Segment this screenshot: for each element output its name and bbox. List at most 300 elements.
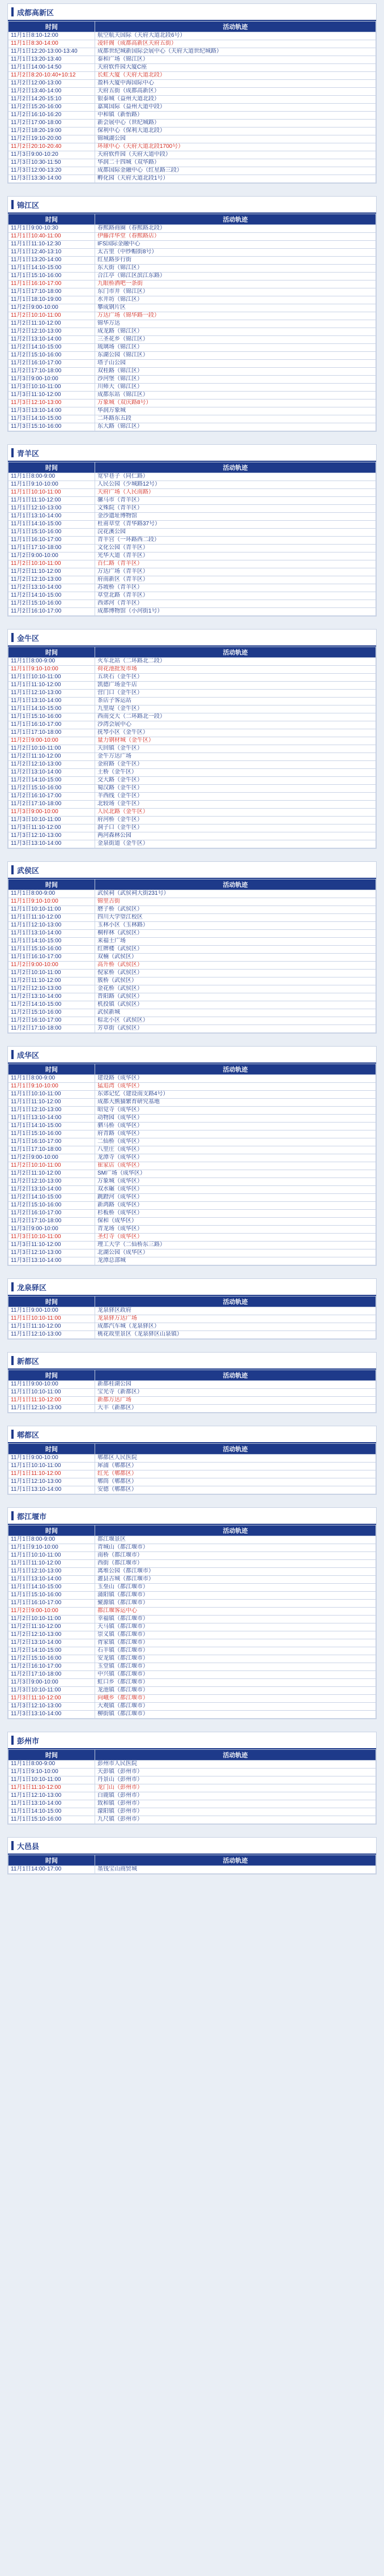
place-cell: 南桥（都江堰市） [95,1552,376,1560]
place-cell: 光华大道（青羊区） [95,552,376,560]
table-row [8,832,376,840]
time-cell: 11月2日11:10-12:00 [8,568,95,576]
place-cell: 合江亭（锦江区滨江东路） [95,273,376,280]
time-cell: 11月1日12:10-13:00 [8,690,95,698]
time-cell: 11月2日10:10-11:00 [8,560,95,568]
table-row [8,1639,376,1647]
district-name: 新都区 [17,1357,40,1366]
place-cell: 四川大学望江校区 [95,914,376,922]
table-row [8,1761,376,1769]
time-column-header: 时间 [8,879,95,890]
table-row [8,473,376,481]
place-cell: 青龙场（成华区） [95,1226,376,1234]
place-cell: 骡马市（青羊区） [95,497,376,505]
table-row [8,1202,376,1210]
time-cell: 11月2日12:10-13:00 [8,761,95,769]
place-cell: 龙泉驿区政府 [95,1307,376,1315]
time-cell: 11月2日15:20-16:00 [8,104,95,112]
place-cell: 天府广场（人民南路） [95,489,376,497]
place-cell: 聚源镇（都江堰市） [95,1600,376,1608]
place-cell: 玉林小区（玉林路） [95,922,376,930]
place-cell: 交大路（金牛区） [95,777,376,785]
place-cell: 丹景山（彭州市） [95,1776,376,1784]
place-cell: 西南交大（二环路北一段） [95,713,376,721]
table-row [8,1623,376,1631]
place-cell: 五块石（金牛区） [95,674,376,682]
place-cell: 杉板桥（成华区） [95,1210,376,1218]
place-cell: 锦城湖公园 [95,135,376,143]
time-cell: 11月2日9:00-10:00 [8,1154,95,1162]
table-row [8,80,376,88]
table-row [8,1470,376,1478]
place-cell: 红牌楼（武侯区） [95,946,376,954]
place-cell: 新都万达广场 [95,1397,376,1405]
time-cell: 11月3日14:10-15:00 [8,415,95,423]
section-accent-bar [11,1736,14,1745]
table-row [8,1091,376,1099]
table-row [8,1186,376,1194]
place-cell: 都江堰客运中心 [95,1608,376,1616]
place-cell: 万达广场（青羊区） [95,568,376,576]
district-name: 龙泉驿区 [17,1283,47,1292]
table-row [8,1671,376,1679]
place-cell: 北湖公园（成华区） [95,1249,376,1257]
table-row [8,1331,376,1339]
time-cell: 11月1日8:00-9:00 [8,890,95,898]
district-name: 大邑县 [17,1842,40,1851]
table-row [8,143,376,151]
district-section [7,1278,377,1340]
time-cell: 11月1日9:10-10:00 [8,481,95,489]
table-row [8,249,376,257]
table-row [8,1544,376,1552]
table-row [8,1631,376,1639]
table-row [8,88,376,96]
itinerary-table [8,21,376,183]
time-cell: 11月1日9:00-10:00 [8,1455,95,1463]
table-row [8,265,376,273]
time-cell: 11月1日8:00-9:00 [8,1761,95,1769]
time-cell: 11月2日12:10-13:00 [8,1178,95,1186]
table-row [8,1405,376,1413]
time-cell: 11月1日9:00-10:30 [8,225,95,233]
district-section [7,1837,377,1874]
table-row [8,1592,376,1600]
itinerary-table [8,1749,376,1824]
table-row [8,1792,376,1800]
section-accent-bar [11,1050,14,1059]
table-row [8,729,376,737]
time-cell: 11月1日14:10-15:00 [8,705,95,713]
table-row [8,793,376,801]
time-cell: 11月2日17:10-18:00 [8,801,95,809]
place-cell: 东大路（锦江区） [95,423,376,431]
time-cell: 11月3日10:10-11:00 [8,1687,95,1695]
district-name: 成都高新区 [17,8,54,17]
place-cell: 茶店子客运站 [95,698,376,705]
table-row [8,698,376,705]
time-cell: 11月1日12:10-13:00 [8,1405,95,1413]
place-cell: 磨子桥（武侯区） [95,906,376,914]
place-column-header: 活动轨迹 [95,879,376,890]
table-row [8,1389,376,1397]
table-row [8,376,376,384]
table-row [8,1234,376,1242]
time-cell: 11月2日9:00-10:00 [8,304,95,312]
table-row [8,344,376,352]
place-cell: 成都汽车城（龙泉驿区） [95,1323,376,1331]
place-cell: 芳草街（武侯区） [95,1025,376,1033]
district-name: 成华区 [17,1051,40,1060]
time-cell: 11月2日14:10-15:00 [8,592,95,600]
section-header [8,862,376,879]
time-column-header: 时间 [8,647,95,658]
table-row [8,312,376,320]
table-row [8,167,376,175]
district-section [7,629,377,849]
table-row [8,713,376,721]
place-cell: 天府软件园大厦C座 [95,64,376,72]
table-row [8,489,376,497]
table-row [8,127,376,135]
table-row [8,1655,376,1663]
table-row [8,658,376,666]
section-header [8,1047,376,1064]
place-cell: 天府软件园（天府大道中段） [95,151,376,159]
section-accent-bar [11,1430,14,1439]
time-column-header: 时间 [8,22,95,32]
place-cell: 中和镇（新怡路） [95,112,376,120]
time-cell: 11月2日13:10-14:00 [8,1186,95,1194]
time-cell: 11月2日15:10-16:00 [8,600,95,608]
time-cell: 11月1日11:10-12:00 [8,1323,95,1331]
place-cell: 晋阳路（武侯区） [95,993,376,1001]
time-cell: 11月2日15:10-16:00 [8,1202,95,1210]
place-cell: 量力钢材城（金牛区） [95,737,376,745]
table-row [8,777,376,785]
place-cell: 西郊河（青羊区） [95,600,376,608]
place-cell: 成龙路（锦江区） [95,328,376,336]
table-row [8,273,376,280]
place-cell: 琉璃场（锦江区） [95,344,376,352]
time-cell: 11月2日16:10-16:20 [8,112,95,120]
district-section [7,1426,377,1495]
time-column-header: 时间 [8,1525,95,1536]
table-row [8,1242,376,1249]
table-row [8,1146,376,1154]
place-cell: 红星路步行街 [95,257,376,265]
place-cell: 龙池镇（都江堰市） [95,1687,376,1695]
place-cell: 塔子山公园 [95,360,376,368]
place-cell: 玉堂镇（都江堰市） [95,1663,376,1671]
time-cell: 11月2日9:00-10:00 [8,552,95,560]
time-cell: 11月2日15:10-16:00 [8,1009,95,1017]
time-cell: 11月2日10:10-11:00 [8,312,95,320]
time-cell: 11月2日16:10-17:00 [8,793,95,801]
place-cell: 金牛万达广场 [95,753,376,761]
place-cell: 犀浦（郫都区） [95,1463,376,1470]
district-section [7,1507,377,1719]
place-cell: 草堂北路（青羊区） [95,592,376,600]
time-cell: 11月2日10:10-11:00 [8,1616,95,1623]
place-cell: 沙河堡（锦江区） [95,376,376,384]
time-cell: 11月2日8:20-10:40+10:12 [8,72,95,80]
table-row [8,1381,376,1389]
time-cell: 11月3日11:10-12:00 [8,824,95,832]
district-name: 金牛区 [17,634,40,643]
table-row [8,320,376,328]
place-cell: 成都国际金融中心（红星路三段） [95,167,376,175]
time-cell: 11月2日17:00-18:00 [8,120,95,127]
table-row [8,407,376,415]
place-cell: 武侯祠（武侯祠大街231号） [95,890,376,898]
table-row [8,328,376,336]
time-cell: 11月1日17:10-18:00 [8,1146,95,1154]
time-cell: 11月1日12:40-13:10 [8,249,95,257]
table-row [8,1560,376,1568]
place-cell: 八里庄（成华区） [95,1146,376,1154]
district-section [7,861,377,1034]
time-cell: 11月2日17:10-18:00 [8,1671,95,1679]
time-cell: 11月1日12:10-13:00 [8,1568,95,1576]
time-cell: 11月1日12:20-13:00-13:40 [8,48,95,56]
table-row [8,336,376,344]
time-cell: 11月2日12:00-13:00 [8,80,95,88]
place-cell: 府河桥（金牛区） [95,817,376,824]
place-cell: 猛追湾（成华区） [95,1083,376,1091]
table-row [8,225,376,233]
table-row [8,1307,376,1315]
place-cell: 郫筒（郫都区） [95,1478,376,1486]
place-column-header: 活动轨迹 [95,1525,376,1536]
section-header [8,1279,376,1296]
time-cell: 11月1日16:10-17:00 [8,537,95,545]
table-row [8,288,376,296]
table-row [8,1210,376,1218]
place-cell: 九尺镇（彭州市） [95,1816,376,1824]
time-cell: 11月1日13:10-14:00 [8,1576,95,1584]
place-cell: 盈科大厦中海国际中心 [95,80,376,88]
district-name: 郫都区 [17,1430,40,1439]
time-cell: 11月1日12:10-13:00 [8,505,95,513]
place-cell: 青城山（都江堰市） [95,1544,376,1552]
itinerary-table [8,462,376,616]
place-cell: 东门市井（锦江区） [95,288,376,296]
place-cell: 金泉街道（金牛区） [95,840,376,848]
place-cell: 荷花池批发市场 [95,666,376,674]
table-row [8,985,376,993]
table-row [8,529,376,537]
time-cell: 11月1日12:10-13:00 [8,1792,95,1800]
table-row [8,1711,376,1719]
place-column-header: 活动轨迹 [95,1296,376,1307]
time-cell: 11月2日11:10-12:00 [8,977,95,985]
district-name: 彭州市 [17,1736,40,1745]
table-row [8,1679,376,1687]
table-row [8,1455,376,1463]
place-cell: 新都桂湖公园 [95,1381,376,1389]
table-row [8,1866,376,1874]
table-row [8,521,376,529]
time-cell: 11月1日11:10-12:00 [8,914,95,922]
place-cell: 双水碾（成华区） [95,1186,376,1194]
table-row [8,64,376,72]
time-cell: 11月2日11:10-12:00 [8,753,95,761]
section-accent-bar [11,1841,14,1850]
place-cell: 保和（成华区） [95,1218,376,1226]
place-cell: 蜀汉路（金牛区） [95,785,376,793]
time-cell: 11月2日11:10-12:00 [8,320,95,328]
table-row [8,48,376,56]
table-row [8,1323,376,1331]
table-row [8,481,376,489]
place-cell: 文殊院（青羊区） [95,505,376,513]
place-cell: 华润万象城 [95,407,376,415]
table-row [8,1608,376,1616]
place-cell: 攀成钢片区 [95,304,376,312]
time-cell: 11月2日14:10-15:00 [8,777,95,785]
time-cell: 11月2日10:10-11:00 [8,745,95,753]
place-column-header: 活动轨迹 [95,462,376,473]
place-cell: 天府五街（成都高新区） [95,88,376,96]
time-cell: 11月1日14:10-15:00 [8,1123,95,1130]
time-cell: 11月2日13:40-14:00 [8,88,95,96]
time-cell: 11月3日13:10-14:00 [8,407,95,415]
table-row [8,1816,376,1824]
table-row [8,682,376,690]
table-row [8,1687,376,1695]
place-cell: 府青路（成华区） [95,1130,376,1138]
place-cell: 二仙桥（成华区） [95,1138,376,1146]
place-cell: 锦里古街 [95,898,376,906]
table-row [8,1600,376,1608]
place-cell: 天彭镇（彭州市） [95,1769,376,1776]
table-row [8,1154,376,1162]
table-row [8,898,376,906]
table-row [8,977,376,985]
table-row [8,890,376,898]
time-cell: 11月1日18:10-19:00 [8,296,95,304]
time-cell: 11月1日13:20-14:00 [8,257,95,265]
table-row [8,296,376,304]
place-cell: 天回镇（金牛区） [95,745,376,753]
place-cell: 万达广场（锦华路一段） [95,312,376,320]
table-row [8,135,376,143]
place-cell: 银泰城（益州大道北段） [95,96,376,104]
table-row [8,505,376,513]
place-cell: 红光（郫都区） [95,1470,376,1478]
district-name: 青羊区 [17,449,40,458]
itinerary-table [8,879,376,1033]
time-cell: 11月2日14:10-15:00 [8,1194,95,1202]
place-cell: 大丰（新都区） [95,1405,376,1413]
time-cell: 11月2日16:10-17:00 [8,1210,95,1218]
time-cell: 11月1日10:10-11:00 [8,1776,95,1784]
table-row [8,1257,376,1265]
place-cell: 双桂路（锦江区） [95,368,376,376]
table-row [8,946,376,954]
place-cell: 龙门山（彭州市） [95,1784,376,1792]
table-row [8,1315,376,1323]
table-row [8,1123,376,1130]
time-cell: 11月1日8:00-9:00 [8,1536,95,1544]
table-row [8,96,376,104]
time-cell: 11月1日10:10-11:00 [8,1091,95,1099]
time-cell: 11月1日11:10-12:30 [8,241,95,249]
time-cell: 11月1日12:10-13:00 [8,922,95,930]
time-cell: 11月2日13:10-14:00 [8,769,95,777]
place-cell: 金沙遗址博物馆 [95,513,376,521]
time-cell: 11月1日17:10-18:00 [8,545,95,552]
section-accent-bar [11,1356,14,1365]
table-row [8,1584,376,1592]
section-header [8,1353,376,1370]
place-column-header: 活动轨迹 [95,22,376,32]
time-cell: 11月1日13:10-14:00 [8,513,95,521]
table-row [8,423,376,431]
place-cell: 理工大学（二仙桥东三路） [95,1242,376,1249]
place-cell: 致和镇（彭州市） [95,1800,376,1808]
time-cell: 11月1日10:10-11:00 [8,1315,95,1323]
table-row [8,1695,376,1703]
time-cell: 11月1日16:10-17:00 [8,1600,95,1608]
time-cell: 11月1日15:10-16:00 [8,1816,95,1824]
table-row [8,1463,376,1470]
place-cell: 圣灯寺（成华区） [95,1234,376,1242]
time-cell: 11月3日11:10-12:00 [8,392,95,399]
place-column-header: 活动轨迹 [95,1750,376,1761]
table-row [8,399,376,407]
time-cell: 11月1日16:10-17:00 [8,280,95,288]
place-cell: 龙潭寺（成华区） [95,1154,376,1162]
itinerary-table [8,1525,376,1719]
time-cell: 11月3日10:30-11:50 [8,159,95,167]
place-cell: 都江堰景区 [95,1536,376,1544]
time-cell: 11月3日9:00-10:20 [8,151,95,159]
time-cell: 11月1日11:10-12:00 [8,1397,95,1405]
time-cell: 11月1日15:10-16:00 [8,529,95,537]
place-cell: 凯德广场金牛店 [95,682,376,690]
place-cell: 西街（都江堰市） [95,1560,376,1568]
table-row [8,1178,376,1186]
place-cell: 东大街（锦江区） [95,265,376,273]
time-cell: 11月2日13:10-14:00 [8,336,95,344]
time-cell: 11月1日10:10-11:00 [8,489,95,497]
time-cell: 11月1日9:10-10:00 [8,1083,95,1091]
table-row [8,993,376,1001]
section-header [8,1732,376,1749]
district-name: 都江堰市 [17,1512,47,1521]
place-cell: 航空航天国际（天府大道北段6号） [95,32,376,40]
table-row [8,1001,376,1009]
table-row [8,1703,376,1711]
table-row [8,1776,376,1784]
time-cell: 11月2日12:10-13:00 [8,576,95,584]
time-cell: 11月1日8:00-9:00 [8,658,95,666]
time-cell: 11月1日11:10-12:00 [8,1784,95,1792]
time-cell: 11月3日13:10-14:00 [8,1257,95,1265]
district-section [7,1352,377,1413]
itinerary-table [8,1296,376,1339]
place-cell: 建设路（成华区） [95,1075,376,1083]
table-row [8,922,376,930]
time-cell: 11月1日10:40-11:00 [8,233,95,241]
place-cell: 人民公园（少城路12号） [95,481,376,489]
time-column-header: 时间 [8,1370,95,1381]
table-row [8,552,376,560]
place-cell: 桐梓林（武侯区） [95,930,376,938]
time-column-header: 时间 [8,1750,95,1761]
